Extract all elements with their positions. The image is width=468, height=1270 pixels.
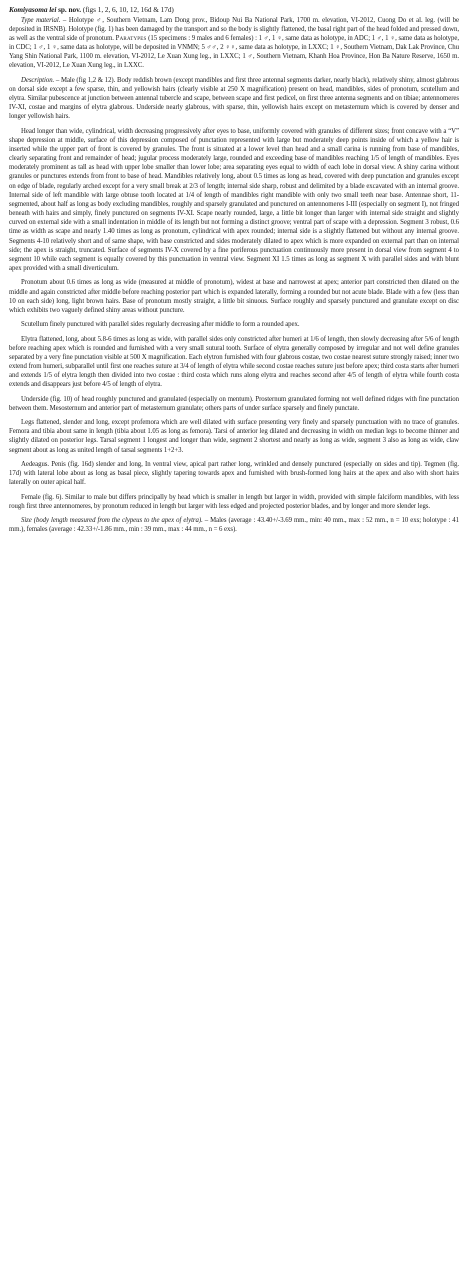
paratypes-label: Paratypes — [115, 34, 147, 42]
description-text: – Male (fig 1,2 & 12). Body reddish brown (except mandibles and first three antennal segments darker, nearly black), relatively shiny, almost glabrous on dorsal side except a few sparse, thin, and yellowish hairs (clearly visible at 250 X magnification) present on head, mandibles, sides of pronotum, scutellum and elytra. Similar pubescence at junction between antennal tubercle and scape, between scape and first pedicel, on first three antenna segments and on tibiae; antennomeres IV-XI, costae and margins of elytra glabrous. Underside nearly glabrous, with sparse, thin, yellowish hairs except on metasternum which is covered by denser and longer yellowish hairs. — [9, 76, 459, 121]
species-name: Komiyasoma lei — [9, 5, 57, 14]
size-paragraph — [9, 516, 459, 534]
female-paragraph: Female (fig. 6). Similar to male but differs principally by head which is smaller in length but larger in width, provided with simple falciform mandibles, with less rough first three antennomeres, by pronotum reduced in length but larger with less edged and projected posterior blades, and by longer and more slender legs. — [9, 493, 459, 510]
legs-paragraph: Legs flattened, slender and long, except profemora which are well dilated with surface presenting very finely and sparsely punctuation with no trace of granules. Femora and tibia about same in length (tibia about 1.05 as long as femora). Tarsi of anterior leg dilated and decreasing in width on median legs to become thinner and slightly dilated on posterior legs. Tarsal segment 1 longest and longer than wide, segment 2 shortest and nearly as long as wide, segment 3 also as long as wide, claw segment about as long as united length of tarsal segments 1+2+3. — [9, 419, 459, 454]
aedeagus-paragraph: Aedeagus. Penis (fig. 16d) slender and long, In ventral view, apical part rather long, wrinkled and densely punctured (especially on sides and tip). Tegmen (fig. 17d) with lateral lobe about as long as basal piece, slightly tapering towards apex and furnished with brush-formed long hairs at the apex and also with short hairs laterally on outer apical half. — [9, 460, 459, 487]
species-status: sp. nov. — [56, 5, 82, 14]
elytra-paragraph: Elytra flattened, long, about 5.8-6 times as long as wide, with parallel sides only constricted after humeri at 1/6 of length, then slowly decreasing after 5/6 of length before reaching apex which is rounded and furnished with a very small sutural tooth. Surface of elytra generally composed by irregular and not well define granules separated by a very fine punctation visible at 500 X magnification. Each elytron furnished with four glabrous costae, two costae nearest suture strongly raised; inner two extend from humeri, subparallel until first one reaches suture at 3/4 of length of elytra while second costae reaches suture just before apex; third costa starts after humeri and extends 1/5 of elytra length then divided into two costae : third costa which runs along elytra and reaches second after 4/5 of length of elytra while fourth costa extends and disappears just before 4/5 of length of elytra. — [9, 335, 459, 389]
type-material-heading: Type material. — [21, 16, 61, 24]
scutellum-paragraph: Scutellum finely punctured with parallel sides regularly decreasing after middle to form a rounded apex. — [21, 321, 300, 329]
type-material-text: – Holotype ♂, Southern Vietnam, Lam Dong prov., Bidoup Nui Ba National Park, 1700 m. elevation, VI-2012, Cuong Do et al. leg. (will be deposited in IRSNB). Holotype (fig. 1) has been damaged by the transport and so the body is slightly flattened, the basal right part of the head folded and pressed down, as well as the ventral side of pronotum. — [9, 16, 459, 42]
size-heading: Size (body length measured from the clypeus to the apex of elytra). — [21, 517, 203, 525]
paratypes-text: (15 specimens : 9 males and 6 females) : 1 ♂, 1 ♀, same data as holotype, in ADC; 1 ♂, 1 ♀, same data as holotype, in CDC; 1 ♂, 1 ♀, same data as holotype, will be deposited in VNMN; 5 ♂♂, 2 ♀♀, same data as holotype, in LXXC; 1 ♀, Southern Vietnam, Dak Lak Province, Chu Yang Shin National Park, 1100 m. elevation, VI-2012, Le Xuan Xung leg., in LXXC; 1 ♂, Southern Vietnam, Khanh Hoa Province, Hon Ba Nature Reserve, 1650 m. elevation, VI-2012, Le Xuan Xung leg., in LXXC. — [9, 34, 459, 70]
size-text: – Males (average : 43.40+/-3.69 mm., min: 40 mm., max : 52 mm., n = 10 exs; holotype : 41 mm.), females (average : 42.33+/-1.86 mm., min : 39 mm., max : 44 mm., n = 6 exs). — [9, 517, 459, 534]
species-heading — [9, 5, 459, 15]
figure-references: (figs 1, 2, 6, 10, 12, 16d & 17d) — [81, 5, 174, 14]
head-paragraph: Head longer than wide, cylindrical, width decreasing progressively after eyes to base, uniformly covered with granules of different sizes; front concave with a “V” shape depression at middle, surface of this depression composed of punctation represented with large but moderately deep points inside of which a yellow hair is inserted while the upper part of front is covered by granules. The front is situated at a lower level than head and a small carina is running from base of mandibles, clearly separating front and remainder of head; jugular process moderately large, rounded and exceeding base of mandibles reaching 1/5 of length of mandibles. Eyes moderately prominent as tall as head with upper lobe smaller than lower lobe; area separating eyes equal to width of each lobe in dorsal view. A shiny carina without granules or punctures extends from front to base of head. Mandibles relatively long, about 0.5 times as long as head, covered with deep punctation and granules except on edge of blade, regularly arched except for a very small break at 2/3 of length; internal side sharp, robust and delimited by a blade excavated with an internal groove. Internal side of left mandible with large obtuse tooth located at 1/4 of length of mandibles right mandible with only two small teeth near base. Antennae short, 11-segmented, about half as long as body excluding mandibles, roughly and sparsely granulated and punctured on antennomeres I-III (especially on segment I), not fringed beneath with hairs and simply, finely punctured on segments IV-XI. Scape nearly rounded, large, a little bit longer than larger with internal side straight and slightly curved on external side with a small indentation in middle of its length but not forming a distinct groove; ventral part of scape with a depression. Segment 3 robust, 0.6 time as width as scape and nearly 1.40 times as long as pronotum, cylindrical with apex rounded; internal side is a slightly flattened but without any internal groove. Segments 4-10 relatively short and of same shape, with base constricted and sides moderately dilated to apex which is more expanded on external part than on internal side; the apex is straight, truncated. Surface of segments IV-X covered by a fine poriferous punctuation continuously more present in dorsal view from segment 4 to segment 10 while each segment is equally covered by this punctuation in ventral view. Segment XI 1.5 times as long as segment X with parallel sides and with blunt apex provided with a small diverticulum. — [9, 127, 459, 273]
description-paragraph — [9, 76, 459, 122]
type-material-paragraph — [9, 16, 459, 71]
pronotum-paragraph: Pronotum about 0.6 times as long as wide (measured at middle of pronotum), widest at base and narrowest at apex; anterior part constricted then dilated on the middle and again constricted after middle before reaching posterior part which is expanded laterally, forming a rounded but not acute blade. Blade with a few (less than 10 on each side) long, light brown hairs. Base of pronotum mostly straight, a little bit sinuous. Surface roughly and sparsely punctured and granulate except on disc which exhibits two vaguely defined shiny areas without puncture. — [9, 279, 459, 314]
description-heading: Description. — [21, 76, 55, 84]
underside-paragraph: Underside (fig. 10) of head roughly punctured and granulated (especially on mentum). Prosternum granulated forming not well defined ridges with fine punctation between them. Mesosternum and anterior part of metasternum granulate; others parts of under surface sparsely and finely punctate. — [9, 395, 459, 412]
